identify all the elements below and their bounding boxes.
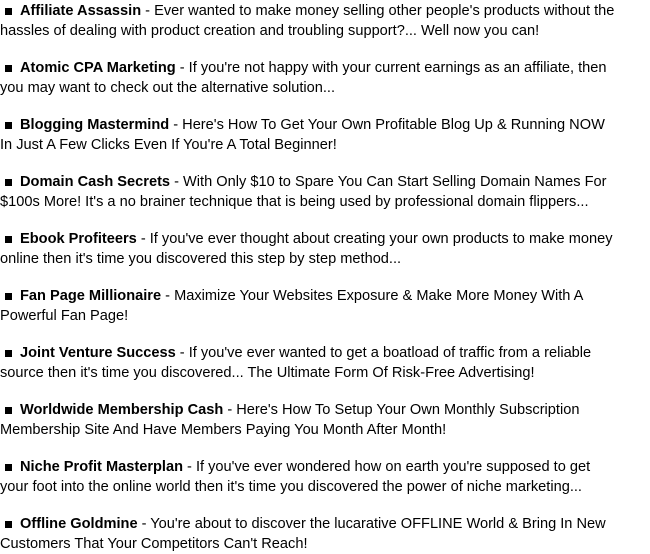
bullet-icon xyxy=(5,521,12,528)
product-description-continued: your foot into the online world then it's time you discovered the power of niche marketing... xyxy=(0,479,582,495)
item-first-line xyxy=(20,457,650,477)
product-name: Domain Cash Secrets xyxy=(20,174,171,190)
bullet-icon xyxy=(5,407,12,414)
bullet-icon xyxy=(5,293,12,300)
item-first-line xyxy=(20,286,650,306)
item-first-line xyxy=(20,172,650,192)
item-first-line xyxy=(20,400,650,420)
item-first-line xyxy=(20,514,650,534)
item-first-line xyxy=(20,229,650,249)
list-item xyxy=(0,457,650,497)
bullet-icon xyxy=(5,236,12,243)
product-description: - If you've ever thought about creating your own products to make money xyxy=(136,231,613,247)
product-description: - You're about to discover the lucarative OFFLINE World & Bring In New xyxy=(137,516,606,532)
bullet-icon xyxy=(5,122,12,129)
list-item xyxy=(0,286,650,326)
product-description-continued: hassles of dealing with product creation and troubling support?... Well now you can! xyxy=(0,23,540,39)
list-item xyxy=(0,400,650,440)
product-description: - Here's How To Setup Your Own Monthly Subscription xyxy=(223,402,580,418)
product-name: Niche Profit Masterplan xyxy=(20,459,183,475)
list-item xyxy=(0,229,650,269)
item-first-line xyxy=(20,58,650,78)
product-name: Fan Page Millionaire xyxy=(20,288,162,304)
product-description: - With Only $10 to Spare You Can Start Selling Domain Names For xyxy=(170,174,607,190)
product-description-continued: In Just A Few Clicks Even If You're A Total Beginner! xyxy=(0,137,337,153)
list-item xyxy=(0,115,650,155)
product-description-continued: Customers That Your Competitors Can't Reach! xyxy=(0,536,308,552)
product-description: - Here's How To Get Your Own Profitable Blog Up & Running NOW xyxy=(169,117,605,133)
list-item xyxy=(0,58,650,98)
product-name: Ebook Profiteers xyxy=(20,231,137,247)
product-list xyxy=(0,1,650,554)
product-description-continued: Membership Site And Have Members Paying You Month After Month! xyxy=(0,422,447,438)
product-description: - If you've ever wondered how on earth you're supposed to get xyxy=(183,459,591,475)
item-first-line xyxy=(20,1,650,21)
bullet-icon xyxy=(5,350,12,357)
product-description-continued: you may want to check out the alternative solution... xyxy=(0,80,336,96)
product-name: Atomic CPA Marketing xyxy=(20,60,176,76)
product-description: - Ever wanted to make money selling other people's products without the xyxy=(141,3,615,19)
product-name: Worldwide Membership Cash xyxy=(20,402,224,418)
item-first-line xyxy=(20,115,650,135)
product-description-continued: Powerful Fan Page! xyxy=(0,308,129,324)
product-name: Blogging Mastermind xyxy=(20,117,170,133)
product-description-continued: source then it's time you discovered... The Ultimate Form Of Risk-Free Advertising! xyxy=(0,365,535,381)
list-item xyxy=(0,514,650,554)
product-name: Affiliate Assassin xyxy=(20,3,142,19)
bullet-icon xyxy=(5,65,12,72)
bullet-icon xyxy=(5,464,12,471)
product-description: - If you're not happy with your current earnings as an affiliate, then xyxy=(175,60,607,76)
list-item xyxy=(0,343,650,383)
product-description-continued: $100s More! It's a no brainer technique that is being used by professional domain flippers... xyxy=(0,194,589,210)
product-description: - Maximize Your Websites Exposure & Make More Money With A xyxy=(161,288,584,304)
product-name: Joint Venture Success xyxy=(20,345,176,361)
item-first-line xyxy=(20,343,650,363)
product-description: - If you've ever wanted to get a boatload of traffic from a reliable xyxy=(175,345,592,361)
product-name: Offline Goldmine xyxy=(20,516,138,532)
bullet-icon xyxy=(5,179,12,186)
product-description-continued: online then it's time you discovered this step by step method... xyxy=(0,251,402,267)
list-item xyxy=(0,1,650,41)
list-item xyxy=(0,172,650,212)
bullet-icon xyxy=(5,8,12,15)
